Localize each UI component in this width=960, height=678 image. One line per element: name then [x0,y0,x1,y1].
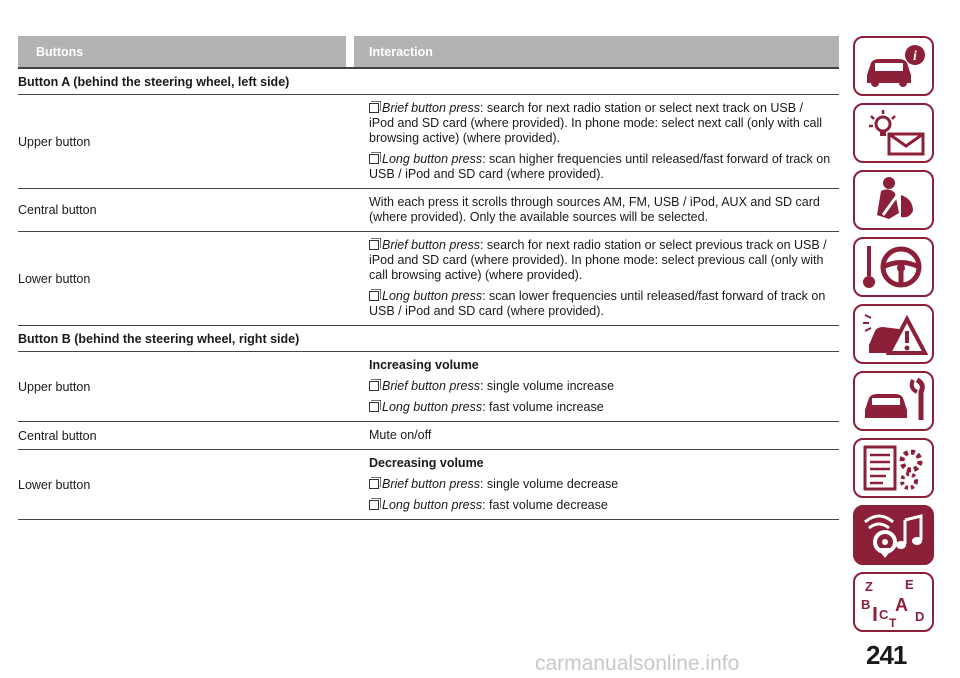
table-row [18,422,839,450]
svg-text:i: i [912,49,917,64]
checkbox-bullet-icon [369,381,379,391]
tab-safety[interactable] [853,170,934,230]
tab-car-info[interactable] [853,36,934,96]
table-row [18,352,839,422]
button-name: Central button [18,428,97,443]
svg-text:E: E [904,577,914,592]
svg-text:A: A [894,595,908,615]
svg-text:Z: Z [864,579,873,594]
index-icon [859,577,929,627]
svg-text:T: T [888,616,896,627]
checkbox-bullet-icon [369,154,379,164]
chapter-tabs [853,36,934,639]
multimedia-icon [859,510,929,560]
interaction-cell: With each press it scrolls through sources AM, FM, USB / iPod, AUX and SD card (where provided). Only the available sources will be selected. [369,195,820,224]
tab-warning-lights[interactable] [853,103,934,163]
buttons-table [18,36,839,520]
watermark: carmanualsonline.info [535,652,740,675]
section-button-b: Button B (behind the steering wheel, right side) [18,326,839,352]
emergency-icon [859,309,929,359]
table-row [18,232,839,326]
table-row [18,95,839,189]
button-name: Central button [18,203,97,217]
checkbox-bullet-icon [369,500,379,510]
page-number: 241 [866,640,907,670]
checkbox-bullet-icon [369,402,379,412]
svg-text:D: D [914,609,924,624]
section-button-a: Button A (behind the steering wheel, left side) [18,69,839,95]
interaction-cell: Brief button press: search for next radio station or select previous track on USB / iPod and SD card (where provided). In phone mode: select previous call (only with call browsing active) (where provided). Long button press: scan lower frequencies until released/fast forward of track on USB / iPod and SD card (where provided). [369,238,827,318]
interaction-title: Increasing volume [369,358,479,372]
checkbox-bullet-icon [369,479,379,489]
safety-icon [859,175,929,225]
tab-index[interactable] [853,572,934,632]
interaction-cell: Decreasing volume Brief button press: single volume decrease Long button press: fast volume decrease [369,450,839,519]
header-interaction: Interaction [354,36,839,67]
svg-text:B: B [860,597,870,612]
header-buttons: Buttons [18,36,346,67]
button-name: Lower button [18,477,91,492]
svg-text:C: C [878,607,888,622]
interaction-cell: Brief button press: search for next radio station or select next track on USB / iPod and SD card (where provided). In phone mode: select next call (only with call browsing active) (where provided). Long button press: scan higher frequencies until released/fast forward of track on USB / iPod and SD card (where provided). [369,101,831,181]
checkbox-bullet-icon [369,103,379,113]
warning-lights-icon [859,108,929,158]
technical-data-icon [859,443,929,493]
maintenance-icon [859,376,929,426]
tab-emergency[interactable] [853,304,934,364]
interaction-title: Decreasing volume [369,456,484,470]
button-name: Lower button [18,271,91,286]
button-name: Upper button [18,134,91,149]
table-header [18,36,839,67]
car-info-icon [859,41,929,91]
tab-steering-wheel[interactable] [853,237,934,297]
steering-wheel-icon [859,242,929,292]
table-row [18,189,839,232]
interaction-cell: Mute on/off [369,428,432,442]
button-name: Upper button [18,379,91,394]
checkbox-bullet-icon [369,291,379,301]
checkbox-bullet-icon [369,240,379,250]
interaction-cell: Increasing volume Brief button press: single volume increase Long button press: fast volume increase [369,352,839,421]
tab-multimedia[interactable] [853,505,934,565]
table-row [18,450,839,520]
tab-technical-data[interactable] [853,438,934,498]
tab-maintenance[interactable] [853,371,934,431]
